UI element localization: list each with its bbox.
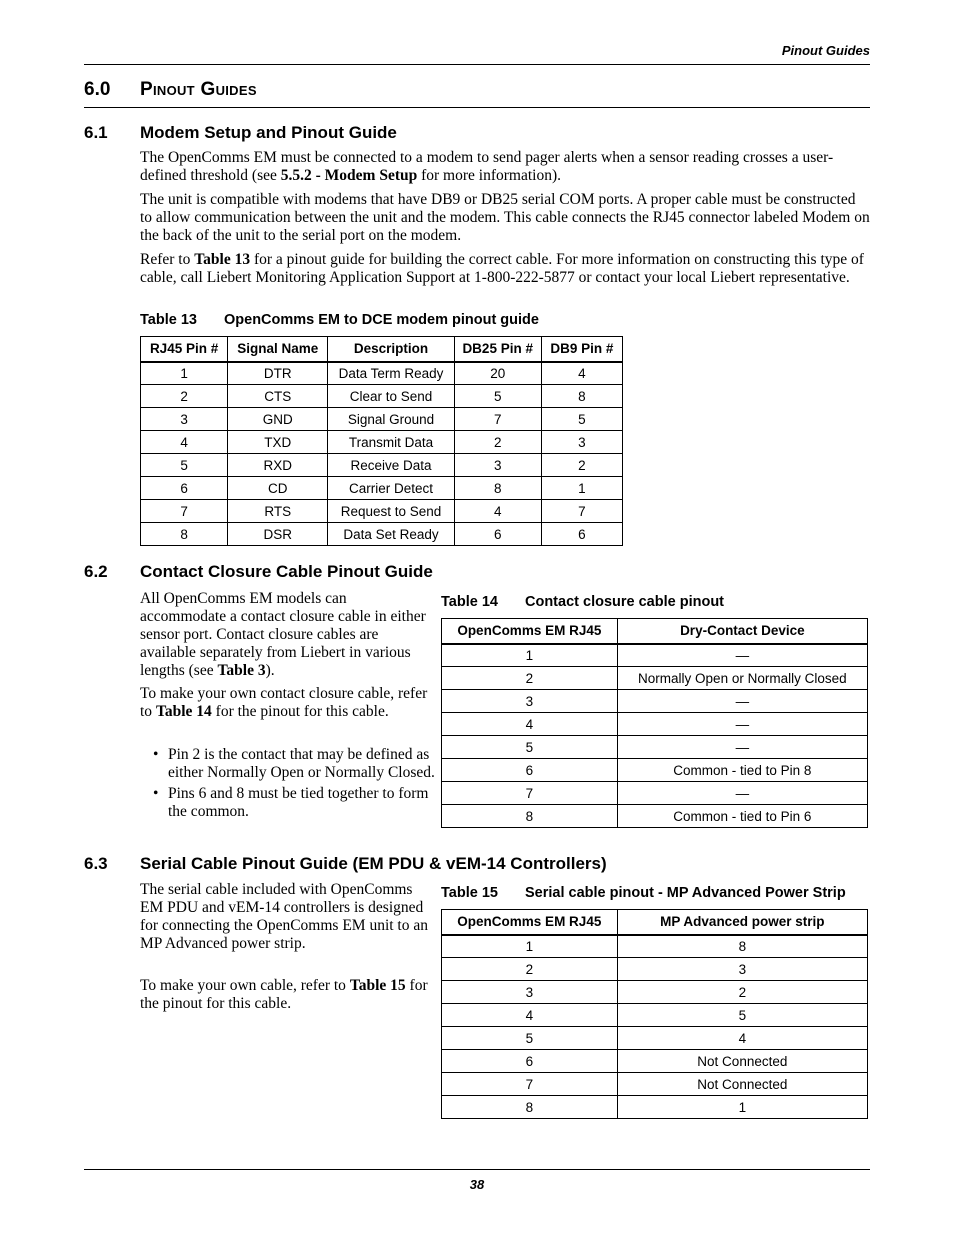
table-cell: 3: [617, 958, 867, 981]
table-row: [442, 958, 868, 981]
table-row: [442, 935, 868, 958]
subsection-number: 6.1: [84, 123, 108, 142]
table-cell: —: [617, 736, 867, 759]
table-cell: 4: [617, 1027, 867, 1050]
table-cell: 4: [442, 713, 618, 736]
table-cell: 20: [454, 362, 541, 385]
table-cell: Signal Ground: [328, 408, 454, 431]
table-cell: RXD: [228, 454, 328, 477]
table-cell: 5: [442, 736, 618, 759]
column-header: MP Advanced power strip: [617, 910, 867, 935]
table-row: [141, 385, 623, 408]
table-cell: Common - tied to Pin 8: [617, 759, 867, 782]
paragraph-modem-1: The OpenComms EM must be connected to a modem to send pager alerts when a sensor reading crosses a user-defined threshold (see 5.5.2 - Modem Setup for more information).: [140, 149, 834, 184]
column-header: Dry-Contact Device: [617, 619, 867, 644]
table-cell: 2: [454, 431, 541, 454]
table-cell: Data Term Ready: [328, 362, 454, 385]
table-cell: 8: [454, 477, 541, 500]
table-cell: 2: [442, 958, 618, 981]
table-cell: 6: [541, 523, 622, 546]
table-cell: Not Connected: [617, 1050, 867, 1073]
cross-reference[interactable]: 5.5.2 - Modem Setup: [280, 167, 418, 184]
paragraph-modem-2: The unit is compatible with modems that have DB9 or DB25 serial COM ports. A proper cable must be constructed to allow communication between the unit and the modem. This cable connects the RJ45 connector labeled Modem on the back of the unit to the serial port on the modem.: [140, 191, 870, 244]
table-cell: 3: [141, 408, 228, 431]
table-cell: 5: [541, 408, 622, 431]
table-cell: 2: [617, 981, 867, 1004]
table-cell: TXD: [228, 431, 328, 454]
table-reference[interactable]: Table 15: [349, 977, 406, 994]
table-row: [141, 477, 623, 500]
table-cell: 7: [541, 500, 622, 523]
table-cell: 7: [141, 500, 228, 523]
table-cell: Clear to Send: [328, 385, 454, 408]
table-row: [442, 1050, 868, 1073]
table-row: [141, 362, 623, 385]
table-cell: 2: [541, 454, 622, 477]
table-cell: —: [617, 690, 867, 713]
paragraph-modem-3: Refer to Table 13 for a pinout guide for building the correct cable. For more information on constructing this type of cable, call Liebert Monitoring Application Support at 1-800-222-5877 or contact your local Liebert representative.: [140, 251, 864, 286]
table-cell: 8: [442, 1096, 618, 1119]
column-header: Description: [328, 337, 454, 362]
table-row: [442, 981, 868, 1004]
table-row: [442, 1073, 868, 1096]
footer-rule: [84, 1169, 870, 1170]
table-cell: 8: [541, 385, 622, 408]
paragraph-contact-1: All OpenComms EM models can accommodate a contact closure cable in either sensor port. Contact closure cables are available separately from Liebert in various lengths (see Table 3).: [140, 590, 426, 679]
table-cell: 1: [541, 477, 622, 500]
table-cell: GND: [228, 408, 328, 431]
table-row: [442, 667, 868, 690]
column-header: DB9 Pin #: [541, 337, 622, 362]
table-row: [442, 1027, 868, 1050]
table-row: [442, 1096, 868, 1119]
contact-closure-table: [441, 618, 868, 828]
table-cell: DSR: [228, 523, 328, 546]
subsection-heading-6-2: 6.2 Contact Closure Cable Pinout Guide: [84, 562, 433, 581]
table-cell: Data Set Ready: [328, 523, 454, 546]
table-cell: 6: [141, 477, 228, 500]
table-cell: 4: [141, 431, 228, 454]
table-cell: 8: [141, 523, 228, 546]
column-header: OpenComms EM RJ45: [442, 910, 618, 935]
modem-pinout-table: [140, 336, 623, 546]
table-cell: 8: [617, 935, 867, 958]
column-header: Signal Name: [228, 337, 328, 362]
paragraph-serial-2: To make your own cable, refer to Table 15 for the pinout for this cable.: [140, 977, 428, 1012]
paragraph-contact-2: To make your own contact closure cable, refer to Table 14 for the pinout for this cable.: [140, 685, 428, 720]
table-cell: Transmit Data: [328, 431, 454, 454]
table-13-caption: Table 13 OpenComms EM to DCE modem pinout guide: [140, 312, 539, 328]
table-cell: 2: [442, 667, 618, 690]
table-cell: 8: [442, 805, 618, 828]
table-cell: 7: [442, 1073, 618, 1096]
table-row: [442, 759, 868, 782]
table-cell: —: [617, 782, 867, 805]
column-header: RJ45 Pin #: [141, 337, 228, 362]
table-cell: 3: [454, 454, 541, 477]
section-heading: [84, 79, 257, 101]
bullet-icon: •: [153, 746, 159, 763]
page-number: 38: [469, 1177, 485, 1192]
table-cell: —: [617, 713, 867, 736]
table-cell: Receive Data: [328, 454, 454, 477]
table-cell: 5: [617, 1004, 867, 1027]
table-cell: 1: [442, 935, 618, 958]
table-row: [141, 523, 623, 546]
table-row: [442, 713, 868, 736]
table-cell: CTS: [228, 385, 328, 408]
table-cell: 5: [141, 454, 228, 477]
table-cell: 4: [442, 1004, 618, 1027]
table-cell: 4: [541, 362, 622, 385]
table-cell: 7: [454, 408, 541, 431]
table-cell: 1: [141, 362, 228, 385]
table-row: [141, 454, 623, 477]
list-item: • Pin 2 is the contact that may be defined as either Normally Open or Normally Closed.: [153, 746, 435, 781]
serial-cable-table: [441, 909, 868, 1119]
section-title: Pinout Guides: [140, 79, 257, 100]
subsection-heading-6-3: 6.3 Serial Cable Pinout Guide (EM PDU & vEM-14 Controllers): [84, 854, 607, 873]
table-row: [442, 644, 868, 667]
table-cell: Normally Open or Normally Closed: [617, 667, 867, 690]
subsection-title: Modem Setup and Pinout Guide: [140, 123, 397, 142]
paragraph-serial-1: The serial cable included with OpenComms EM PDU and vEM-14 controllers is designed for connecting the OpenComms EM unit to an MP Advanced power strip.: [140, 881, 428, 952]
table-reference[interactable]: Table 13: [194, 251, 251, 268]
table-15-caption: Table 15 Serial cable pinout - MP Advanced Power Strip: [441, 885, 846, 901]
table-cell: 2: [141, 385, 228, 408]
table-cell: 5: [454, 385, 541, 408]
table-row: [442, 782, 868, 805]
table-cell: 3: [541, 431, 622, 454]
table-cell: 5: [442, 1027, 618, 1050]
section-rule: [84, 107, 870, 108]
table-cell: CD: [228, 477, 328, 500]
table-cell: 3: [442, 981, 618, 1004]
table-row: [442, 805, 868, 828]
table-cell: 3: [442, 690, 618, 713]
contact-bullet-list: [140, 746, 436, 824]
table-cell: RTS: [228, 500, 328, 523]
table-14-caption: Table 14 Contact closure cable pinout: [441, 594, 724, 610]
table-cell: DTR: [228, 362, 328, 385]
table-cell: 7: [442, 782, 618, 805]
table-cell: 6: [442, 759, 618, 782]
list-item: • Pins 6 and 8 must be tied together to form the common.: [153, 785, 429, 820]
table-row: [141, 408, 623, 431]
table-reference[interactable]: Table 14: [155, 703, 212, 720]
table-cell: 6: [454, 523, 541, 546]
table-row: [141, 500, 623, 523]
table-row: [442, 736, 868, 759]
table-row: [442, 690, 868, 713]
table-cell: —: [617, 644, 867, 667]
bullet-icon: •: [153, 785, 159, 802]
table-cell: 1: [442, 644, 618, 667]
table-cell: Carrier Detect: [328, 477, 454, 500]
column-header: DB25 Pin #: [454, 337, 541, 362]
table-cell: Common - tied to Pin 6: [617, 805, 867, 828]
section-number: 6.0: [84, 79, 111, 100]
table-cell: 6: [442, 1050, 618, 1073]
header-rule: [84, 64, 870, 65]
subsection-heading-6-1: [84, 123, 397, 143]
table-cell: 4: [454, 500, 541, 523]
table-cell: Request to Send: [328, 500, 454, 523]
table-cell: Not Connected: [617, 1073, 867, 1096]
column-header: OpenComms EM RJ45: [442, 619, 618, 644]
table-cell: 1: [617, 1096, 867, 1119]
table-row: [141, 431, 623, 454]
table-reference[interactable]: Table 3: [217, 662, 266, 679]
table-row: [442, 1004, 868, 1027]
running-header: Pinout Guides: [781, 43, 870, 58]
